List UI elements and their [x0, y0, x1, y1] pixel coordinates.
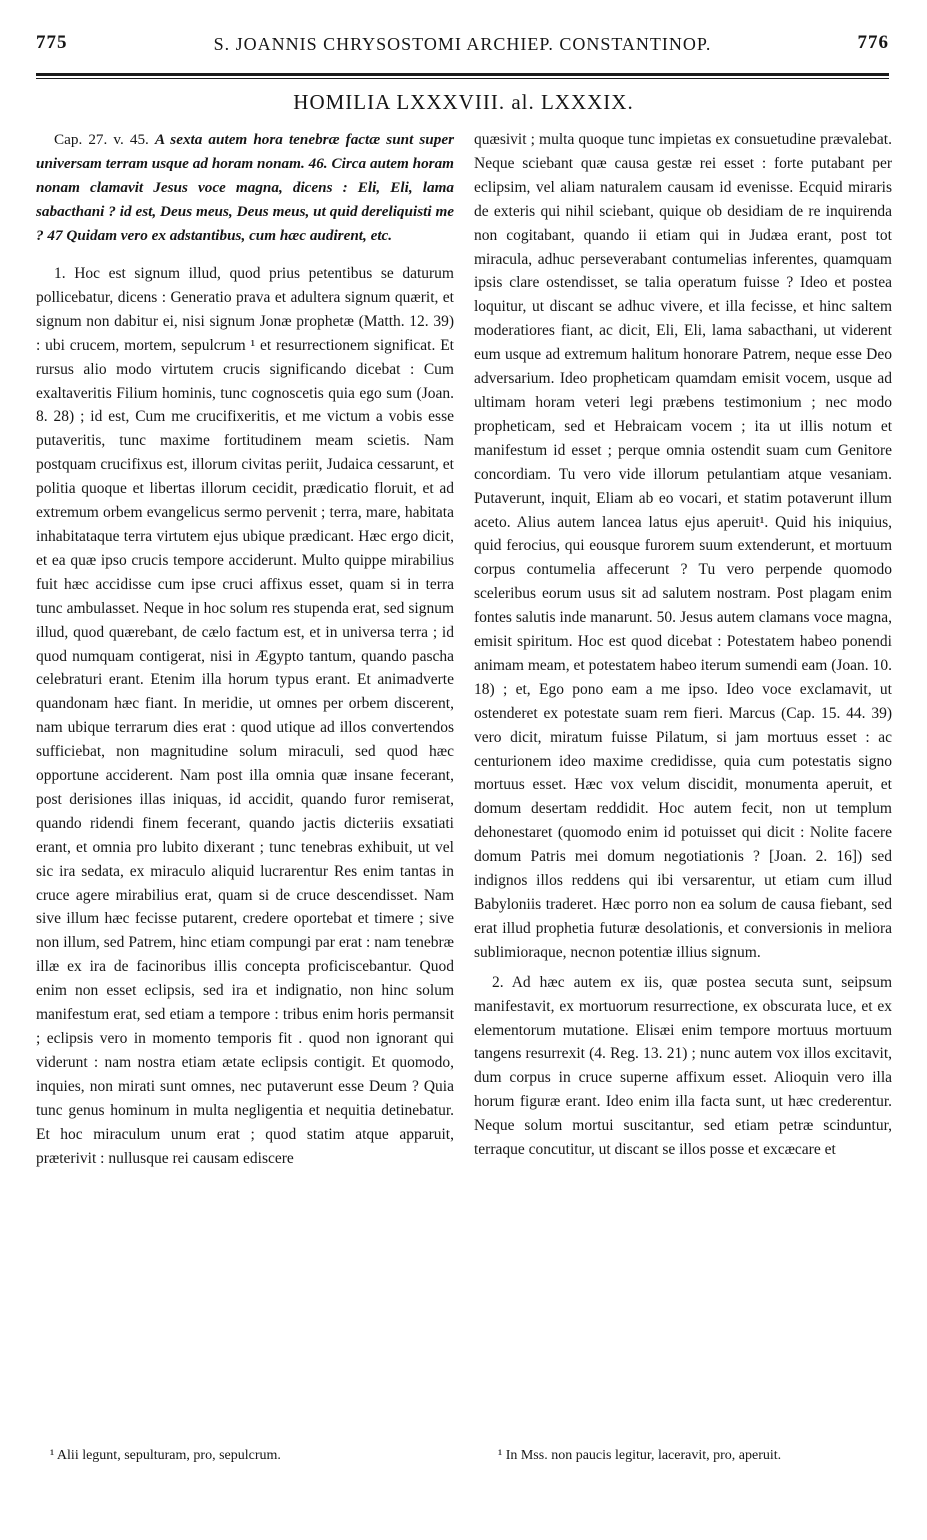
paragraph-1: 1. Hoc est signum illud, quod prius petentibus se daturum pollicebatur, dicens : Generatio prava et adultera signum quærit, et signum non dabitur ei, nisi signum Jonæ prophetæ (Matth. 12. 39) : ubi crucem, mortem, sepulcrum ¹ et resurrectionem significat. Et rursus alio modo virtutem crucis significando dicebat : Cum exaltaveritis Filium hominis, tunc cognoscetis quia ego sum (Joan. 8. 28) ; id est, Cum me crucifixeritis, et me victum a vobis esse putaveritis, tunc maxime fortitudinem meam scietis. Nam postquam crucifixus est, illorum civitas periit, Judaica cessarunt, et politia quoque et libertas illorum cecidit, prædicatio floruit, et ad extremum orbem evangelicus sermo pervenit ; terra, mare, habitata inhabitataque terra virtutem ejus ubique prædicant. Hæc ergo dicit, et ea quæ ipso crucis tempore acciderunt. Multo quippe mirabilius fuit hæc accidisse cum ipse cruci affixus esset, quam si in terra tunc ambulasset. Neque in hoc solum res stupenda erat, sed signum illud, quod quærebant, de cælo factum est, et in universa terra ; id quod numquam contigerat, nisi in Ægypto tantum, quando pascha celebraturi erant. Etenim illa horum typus erant. Et animadverte quandonam hæc fiant. In meridie, ut omnes per orbem discerent, nam ubique terrarum dies erat : quod utique ad illos convertendos sufficiebat, non magnitudine solum miraculi, sed quod hæc opportune acciderent. Nam post illa omnia quæ insane fecerant, post derisiones illas iniquas, id accidit, quando furor remiserat, quando ridendi finem fecerant, quando jactis dicteriis exsatiati erant, et omnia pro lubito dixerant ; tunc tenebras exhibuit, ut vel sic ira sedata, ex miraculo aliquid lucrarentur Res enim tantas in cruce agere mirabilius erat, quam si de cruce descendisset. Nam sive illum hæc fecisse putarent, credere oportebat et timere ; sive non illum, sed Patrem, hinc etiam compungi par erat : nam tenebræ illæ ex ira de facinoribus illis concepta proficiscebantur. Quod enim non esset eclipsis, sed ira et indignatio, non hinc solum manifestum erat, sed etiam a tempore : tribus enim horis permansit ; eclipsis vero in momento temporis fit . quod non ignorant qui viderunt : nam nostra etiam ætate eclipsis contigit. Et quomodo, inquies, non mirati sunt omnes, nec putaverunt esse Deum ? Quia tunc genus hominum in multa negligentia et nequitia detinebatur. Et hoc miraculum unum erat ; quod statim atque apparuit, præterivit : nullusque rei causam ediscere — [36, 265, 454, 1167]
scripture-lemma — [36, 128, 454, 248]
paragraph-2: 2. Ad hæc autem ex iis, quæ postea secuta sunt, seipsum manifestavit, ex mortuorum resurrectione, ex obscurata luce, et ex elementorum mutatione. Elisæi enim tempore mortuus mortuum tangens resurrexit (4. Reg. 13. 21) ; nunc autem vox illos excitavit, dum corpus in cruce superne affixum esset. Alioquin vero illa horum figuræ erant. Ideo enim illa facta sunt, ut hæc crederentur. Neque solum mortui suscitantur, sed etiam petræ scinduntur, terraque concutitur, ut discant se illos posse et excæcare et — [474, 973, 892, 1159]
paragraph-1-continued: quæsivit ; multa quoque tunc impietas ex consuetudine prævalebat. Neque sciebant quæ causa gestæ rei esset : forte putabant per eclipsim, vel aliam naturalem causam id evenisse. Ecquid miraris de exteris qui nihil sciebant, quique ob desidiam de re inquirenda non cogitabant, quando ii etiam qui in Judæa erant, post tot miracula, adhuc perseverabant contumelias inferentes, quamquam ipsis clare ostendisset, se talia operatum fuisse ? Ideo et postea loquitur, ut discant se adhuc vivere, et illa fecisse, et hinc saltem moderatiores fiant, ac dicit, Eli, Eli, lama sabacthani, ut viderent eum usque ad extremum halitum honorare Patrem, neque esse Deo adversarium. Ideo propheticam quamdam emisit vocem, usque ad ultimam horam veteri legi præbens testimonium ; nec modo propheticam, sed et Hebraicam vocem ; ita ut illis notum et manifestum id esset ; perque omnia ostendit suam cum Genitore concordiam. Tu vero vide illorum petulantiam atque vesaniam. Putaverunt, inquit, Eliam ab eo vocari, et statim potaverunt illum aceto. Alius autem lancea latus ejus aperuit¹. Quid his iniquius, quid ferocius, qui eousque furorem suum extenderunt, et mortuum corpus contumelia affecerunt ? Tu vero perpende quomodo sceleribus eorum usus sit ad salutem nostram. Post plagam enim fontes salutis inde manarunt. 50. Jesus autem clamans voce magna, emisit spiritum. Hoc est quod dicebat : Potestatem habeo ponendi animam meam, et potestatem habeo iterum sumendi eam (Joan. 10. 18) ; et, Ego pono eam a me ipso. Ideo voce exclamavit, ut ostenderet ex potestate suam rem fieri. Marcus (Cap. 15. 44. 39) vero dicit, miratum fuisse Pilatum, si jam mortuus esset : ac centurionem ideo maxime credidisse, quia cum potestatis signo mortuus esset. Hæc vox velum discidit, monumenta aperuit, et domum desertam reddidit. Hoc autem fecit, non ut templum dehonestaret (quomodo enim id potuisset qui dicit : Nolite facere domum Patris mei domum negotiationis ? [Joan. 2. 16]) sed indignos illos reddens qui ibi versarentur, ut etiam cum illud Babyloniis traderet. Hæc porro non ea solum de causa fiebant, sed erat illud prophetia futuræ desolationis, et conversionis in meliora sublimioraque, necnon potentiæ illius signum. — [474, 131, 892, 961]
page-number-left: 775 — [36, 32, 68, 53]
lemma-reference: Cap. 27. v. 45. — [54, 131, 149, 148]
running-head — [36, 22, 889, 52]
running-title: S. JOANNIS CHRYSOSTOMI ARCHIEP. CONSTANTINOP. — [213, 34, 712, 54]
header-rule — [36, 73, 889, 76]
header-rule-thin — [36, 78, 889, 79]
lemma-text: A sexta autem hora tenebræ factæ sunt super universam terram usque ad horam nonam. 46. Circa autem horam nonam clamavit Jesus voce magna, dicens : Eli, Eli, lama sabacthani ? id est, Deus meus, Deus meus, ut quid dereliquisti me ? 47 Quidam vero ex adstantibus, cum hæc audirent, etc. — [36, 131, 454, 244]
homily-title: HOMILIA LXXXVIII. al. LXXXIX. — [293, 90, 634, 114]
footnote-left: ¹ Alii legunt, sepulturam, pro, sepulcrum. — [50, 1448, 281, 1463]
right-column — [474, 128, 892, 1162]
footnote-right: ¹ In Mss. non paucis legitur, laceravit, pro, aperuit. — [498, 1448, 782, 1463]
left-column — [36, 128, 454, 1170]
page-number-right: 776 — [857, 32, 889, 53]
